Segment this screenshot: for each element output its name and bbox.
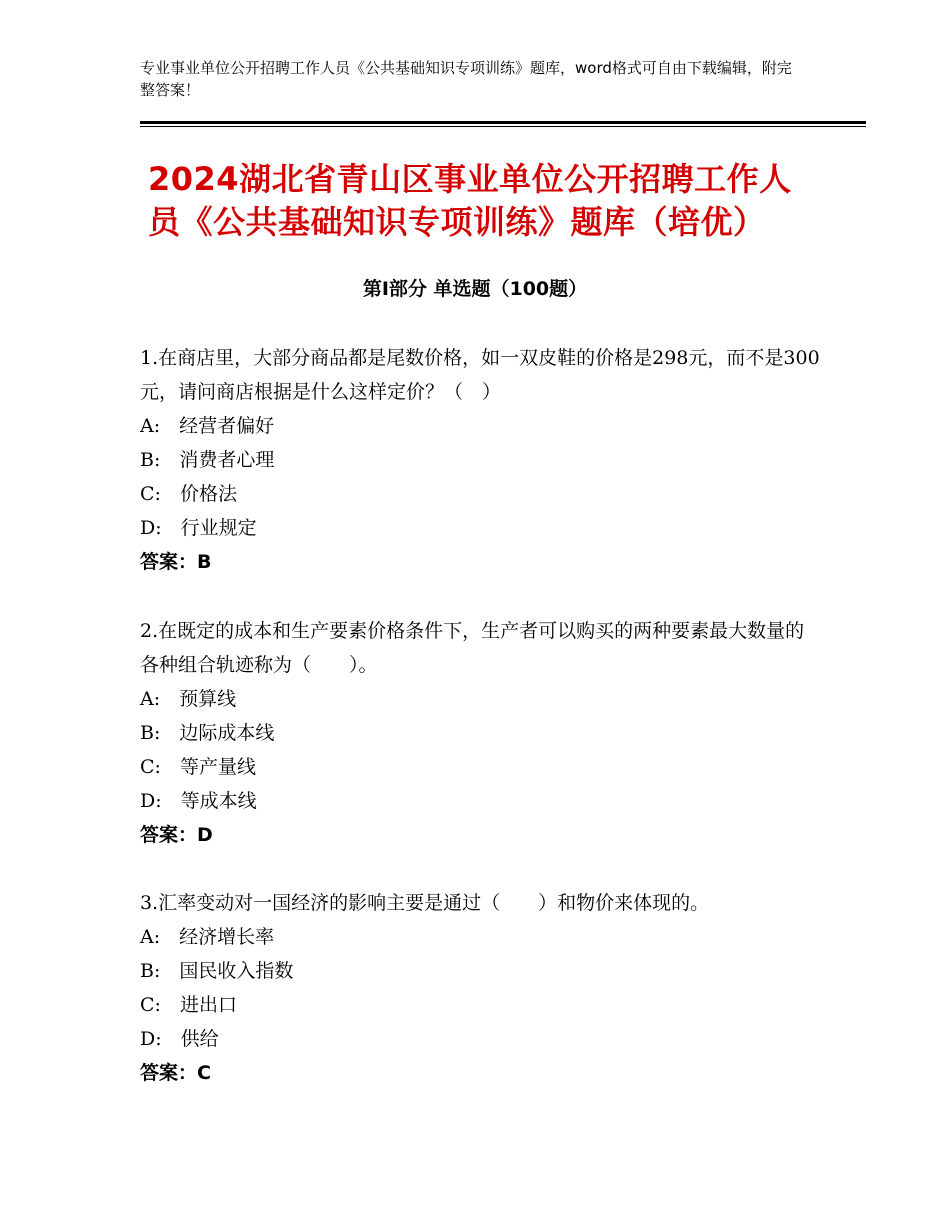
answer-label: 答案：B [140,551,212,573]
option-d: D: 行业规定 [140,517,257,539]
option-a: A: 经营者偏好 [140,415,275,437]
option-a: A: 经济增长率 [140,926,275,948]
answer-label: 答案：C [140,1062,211,1084]
option-c: C: 价格法 [140,483,237,505]
option-b: B: 边际成本线 [140,722,275,744]
option-b: B: 国民收入指数 [140,960,294,982]
question-stem: 3.汇率变动对一国经济的影响主要是通过（ ）和物价来体现的。 [140,892,710,914]
question-3 [140,886,820,1090]
question-1 [140,341,820,579]
question-stem: 1.在商店里，大部分商品都是尾数价格，如一双皮鞋的价格是298元，而不是300元，请问商店根据是什么这样定价？（ ） [140,347,820,403]
option-b: B: 消费者心理 [140,449,275,471]
option-d: D: 供给 [140,1028,219,1050]
answer-label: 答案：D [140,824,213,846]
option-d: D: 等成本线 [140,790,257,812]
option-a: A: 预算线 [140,688,237,710]
section-heading: 第Ⅰ部分 单选题（100题） [362,278,588,300]
header-divider-thick [140,121,866,124]
option-c: C: 等产量线 [140,756,256,778]
header-note: 专业事业单位公开招聘工作人员《公共基础知识专项训练》题库，word格式可自由下载编辑，附完整答案！ [140,59,792,99]
question-stem: 2.在既定的成本和生产要素价格条件下，生产者可以购买的两种要素最大数量的各种组合轨迹称为（ ）。 [140,620,805,676]
header-divider-thin [140,126,866,127]
question-2 [140,614,820,852]
document-title: 2024湖北省青山区事业单位公开招聘工作人员《公共基础知识专项训练》题库（培优） [148,160,792,241]
option-c: C: 进出口 [140,994,237,1016]
